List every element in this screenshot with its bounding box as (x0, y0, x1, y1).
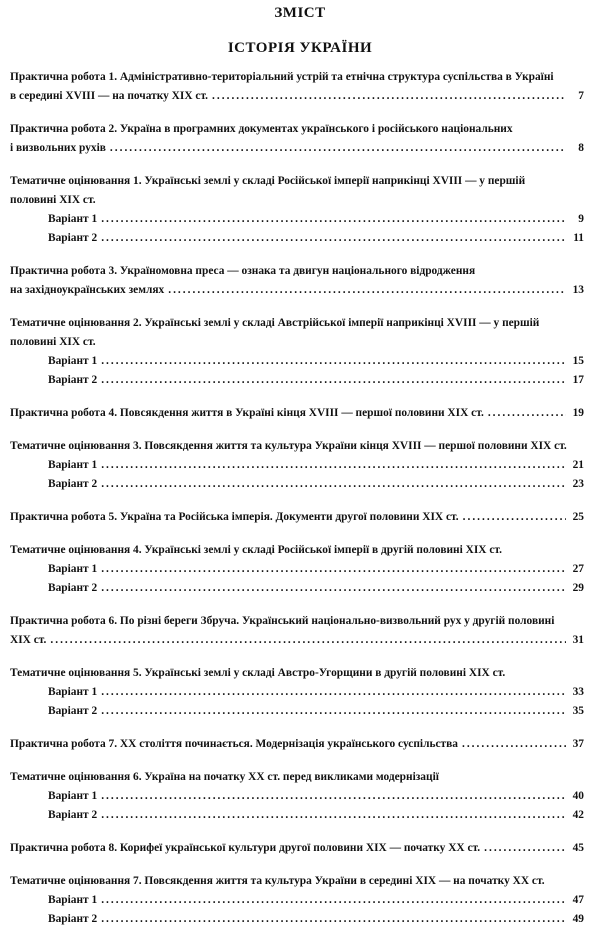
dot-leader (101, 891, 566, 910)
toc-variant-row[interactable] (10, 806, 596, 825)
entry-gap (10, 390, 596, 404)
page-number: 9 (578, 213, 584, 225)
page-number: 15 (572, 355, 584, 367)
page-number: 27 (572, 563, 584, 575)
toc-entry-title: Тематичне оцінювання 3. Повсякдення життя та культура України кінця XVIII — першої половини XIX ст. (10, 440, 567, 452)
toc-entry-title: Практична робота 2. Україна в програмних документах українського і російського національних (10, 123, 513, 135)
section-title: ІСТОРІЯ УКРАЇНИ (227, 40, 373, 56)
toc-entry-row (10, 735, 584, 754)
toc-entry-title-end: і визвольних рухів (10, 142, 106, 154)
variant-label: Варіант 2 (48, 913, 98, 925)
toc-entry-title: Практична робота 1. Адміністративно-територіальний устрій та етнічна структура суспільства в Україні (10, 71, 554, 83)
variant-label: Варіант 2 (48, 232, 98, 244)
toc-entry-title-end: Практична робота 5. Україна та Російська імперія. Документи другої половини XIX ст. (10, 511, 459, 523)
dot-leader (101, 560, 566, 579)
page-number: 11 (573, 232, 584, 244)
toc-variant-row[interactable] (10, 475, 596, 494)
toc-variant-row[interactable] (10, 702, 596, 721)
toc-entry-row (10, 839, 584, 858)
toc-entry[interactable] (10, 768, 596, 787)
entry-gap (10, 721, 596, 735)
dot-leader (101, 787, 566, 806)
toc-entry-row (10, 191, 584, 210)
dot-leader (101, 910, 566, 929)
toc-entry-title-end: половині XIX ст. (10, 336, 96, 348)
variant-label: Варіант 2 (48, 478, 98, 490)
toc-entry-title: Тематичне оцінювання 7. Повсякдення життя та культура України в середині XIX — на початку XX ст. (10, 875, 545, 887)
toc-variant-row[interactable] (10, 579, 596, 598)
toc-entry[interactable] (10, 437, 596, 456)
toc-entry-row (10, 139, 584, 158)
toc-variant-row[interactable] (10, 352, 596, 371)
page-number: 29 (572, 582, 584, 594)
entry-gap (10, 858, 596, 872)
toc-entry-title-end: в середині XVIII — на початку XIX ст. (10, 90, 209, 102)
table-of-contents (10, 68, 596, 929)
entry-gap (10, 106, 596, 120)
page-number: 37 (572, 738, 584, 750)
variant-label: Варіант 1 (48, 563, 98, 575)
page-number: 49 (572, 913, 584, 925)
page-number: 7 (578, 90, 584, 102)
entry-gap (10, 494, 596, 508)
toc-entry[interactable] (10, 508, 596, 527)
entry-gap (10, 158, 596, 172)
toc-entry[interactable] (10, 735, 596, 754)
dot-leader (101, 702, 566, 721)
toc-variant-row[interactable] (10, 910, 596, 929)
dot-leader (50, 631, 566, 650)
variant-label: Варіант 1 (48, 355, 98, 367)
variant-label: Варіант 1 (48, 894, 98, 906)
page-number: 8 (578, 142, 584, 154)
page-number: 33 (572, 686, 584, 698)
entry-gap (10, 423, 596, 437)
toc-variant-row[interactable] (10, 891, 596, 910)
toc-entry-title-end: Практична робота 4. Повсякдення життя в Україні кінця XVIII — першої половини XIX ст. (10, 407, 484, 419)
variant-label: Варіант 2 (48, 582, 98, 594)
dot-leader (101, 579, 566, 598)
dot-leader (168, 281, 566, 300)
dot-leader (488, 404, 566, 423)
entry-gap (10, 527, 596, 541)
toc-entry-title-end: Практична робота 8. Корифеї української культури другої половини XIX — початку XX ст. (10, 842, 481, 854)
dot-leader (101, 352, 566, 371)
toc-entry-title: Тематичне оцінювання 2. Українські землі у складі Австрійської імперії наприкінці XVIII — у першій (10, 317, 540, 329)
toc-entry[interactable] (10, 872, 596, 891)
toc-variant-row[interactable] (10, 456, 596, 475)
dot-leader (110, 139, 566, 158)
dot-leader (484, 839, 566, 858)
page-number: 40 (572, 790, 584, 802)
variant-label: Варіант 2 (48, 705, 98, 717)
toc-entry-title-end: Практична робота 7. XX століття починається. Модернізація українського суспільства (10, 738, 458, 750)
toc-entry[interactable] (10, 839, 596, 858)
dot-leader (101, 806, 566, 825)
toc-entry-row (10, 508, 584, 527)
toc-entry[interactable] (10, 541, 596, 560)
toc-entry[interactable] (10, 262, 596, 300)
page-number: 42 (572, 809, 584, 821)
variant-label: Варіант 1 (48, 459, 98, 471)
entry-gap (10, 754, 596, 768)
page-number: 13 (572, 284, 584, 296)
toc-entry-title-end: половині XIX ст. (10, 194, 96, 206)
toc-entry-title-end: на західноукраїнських землях (10, 284, 165, 296)
page-number: 45 (572, 842, 584, 854)
toc-entry[interactable] (10, 612, 596, 650)
entry-gap (10, 650, 596, 664)
toc-entry-title: Тематичне оцінювання 6. Україна на початку XX ст. перед викликами модернізації (10, 771, 439, 783)
toc-entry-title: Практична робота 3. Україномовна преса — ознака та двигун національного відродження (10, 265, 476, 277)
toc-variant-row[interactable] (10, 560, 596, 579)
page-number: 21 (572, 459, 584, 471)
toc-variant-row[interactable] (10, 787, 596, 806)
variant-label: Варіант 1 (48, 213, 98, 225)
page-number: 17 (572, 374, 584, 386)
toc-entry[interactable] (10, 404, 596, 423)
dot-leader (101, 371, 566, 390)
dot-leader (101, 456, 566, 475)
toc-variant-row[interactable] (10, 371, 596, 390)
entry-gap (10, 300, 596, 314)
toc-entry-row (10, 87, 584, 106)
toc-entry-title: Практична робота 6. По різні береги Збруча. Український національно-визвольний рух у другій половині (10, 615, 555, 627)
variant-label: Варіант 1 (48, 686, 98, 698)
dot-leader (212, 87, 566, 106)
toc-entry-row (10, 281, 584, 300)
toc-entry[interactable] (10, 314, 596, 352)
toc-entry-title: Тематичне оцінювання 4. Українські землі у складі Російської імперії в другій половині XIX ст. (10, 544, 502, 556)
entry-gap (10, 598, 596, 612)
dot-leader (101, 210, 566, 229)
toc-variant-row[interactable] (10, 683, 596, 702)
dot-leader (463, 508, 566, 527)
toc-entry-title-end: XIX ст. (10, 634, 47, 646)
toc-entry-row (10, 404, 584, 423)
toc-entry-row (10, 333, 584, 352)
variant-label: Варіант 2 (48, 809, 98, 821)
toc-entry[interactable] (10, 120, 596, 158)
page-number: 35 (572, 705, 584, 717)
page-number: 23 (572, 478, 584, 490)
toc-entry-row (10, 631, 584, 650)
toc-variant-row[interactable] (10, 229, 596, 248)
variant-label: Варіант 2 (48, 374, 98, 386)
page-number: 31 (572, 634, 584, 646)
dot-leader (101, 683, 566, 702)
page-title: ЗМІСТ (274, 5, 326, 21)
dot-leader (462, 735, 566, 754)
toc-entry[interactable] (10, 68, 596, 106)
toc-entry[interactable] (10, 664, 596, 683)
variant-label: Варіант 1 (48, 790, 98, 802)
page-number: 25 (572, 511, 584, 523)
dot-leader (101, 229, 566, 248)
toc-variant-row[interactable] (10, 210, 596, 229)
dot-leader (101, 475, 566, 494)
toc-entry-title: Тематичне оцінювання 5. Українські землі у складі Австро-Угорщини в другій половині XIX ст. (10, 667, 506, 679)
page-number: 47 (572, 894, 584, 906)
entry-gap (10, 248, 596, 262)
page-number: 19 (572, 407, 584, 419)
toc-entry[interactable] (10, 172, 596, 210)
toc-entry-title: Тематичне оцінювання 1. Українські землі у складі Російської імперії наприкінці XVIII — у першій (10, 175, 526, 187)
